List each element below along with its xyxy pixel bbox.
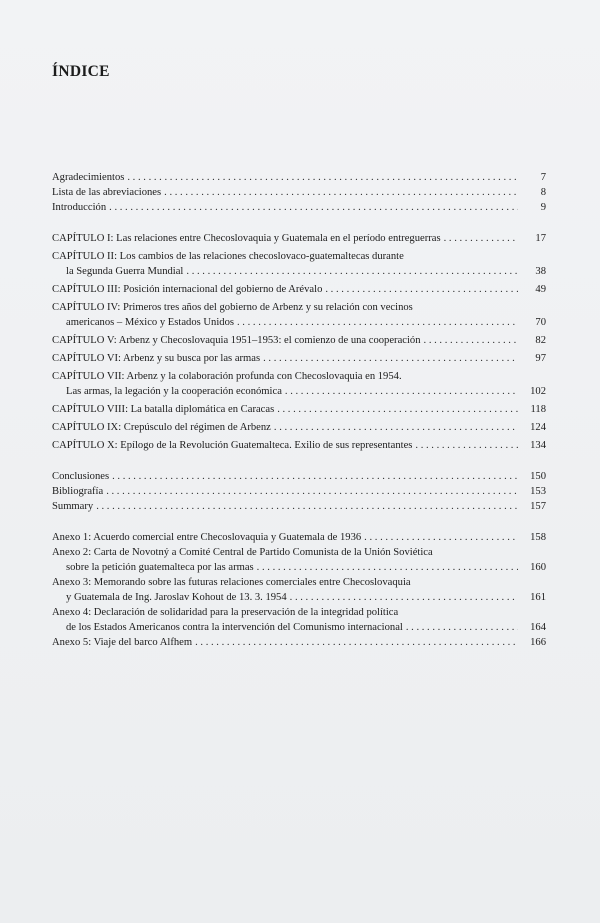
toc-entry[interactable] <box>52 575 546 605</box>
dot-leader <box>195 635 518 650</box>
toc-page-number: 8 <box>540 187 546 198</box>
toc-page-number: 17 <box>535 233 546 244</box>
toc-entry[interactable] <box>52 484 546 499</box>
dot-leader <box>424 333 518 348</box>
toc-entry[interactable] <box>52 545 546 575</box>
dot-leader <box>257 560 518 575</box>
toc-entry-label: Anexo 4: Declaración de solidaridad para la preservación de la integridad política <box>52 607 399 618</box>
dot-leader <box>415 438 518 453</box>
toc-page-number: 38 <box>535 266 546 277</box>
toc-entry-label: CAPÍTULO IX: Crepúsculo del régimen de Arbenz <box>52 422 271 433</box>
toc-entry[interactable] <box>52 635 546 650</box>
dot-leader <box>186 264 518 279</box>
table-of-contents <box>52 170 546 666</box>
dot-leader <box>96 499 518 514</box>
toc-entry-label: Summary <box>52 501 94 512</box>
dot-leader <box>406 620 518 635</box>
toc-entry-label: y Guatemala de Ing. Jaroslav Kohout de 13. 3. 1954 <box>66 592 287 603</box>
toc-entry-label: CAPÍTULO VIII: La batalla diplomática en Caracas <box>52 404 275 415</box>
toc-group <box>52 469 546 514</box>
toc-entry[interactable] <box>52 231 546 246</box>
toc-entry[interactable] <box>52 200 546 215</box>
toc-entry[interactable] <box>52 438 546 453</box>
toc-page-number: 161 <box>530 592 546 603</box>
toc-entry[interactable] <box>52 333 546 348</box>
toc-entry-label: americanos – México y Estados Unidos <box>66 317 234 328</box>
toc-entry-label: CAPÍTULO IV: Primeros tres años del gobierno de Arbenz y su relación con vecinos <box>52 302 413 313</box>
toc-entry-label: Introducción <box>52 202 107 213</box>
toc-entry-label: Anexo 2: Carta de Novotný a Comité Central de Partido Comunista de la Unión Soviética <box>52 547 433 558</box>
toc-entry[interactable] <box>52 300 546 330</box>
toc-page-number: 134 <box>530 440 546 451</box>
toc-entry-label: Bibliografía <box>52 486 104 497</box>
dot-leader <box>112 469 518 484</box>
toc-page-number: 153 <box>530 486 546 497</box>
toc-entry-label: CAPÍTULO I: Las relaciones entre Checoslovaquia y Guatemala en el período entreguerras <box>52 233 441 244</box>
toc-entry-label: Las armas, la legación y la cooperación económica <box>66 386 282 397</box>
toc-entry[interactable] <box>52 469 546 484</box>
toc-entry-label: CAPÍTULO III: Posición internacional del gobierno de Arévalo <box>52 284 323 295</box>
toc-entry[interactable] <box>52 170 546 185</box>
dot-leader <box>109 200 518 215</box>
toc-page-number: 124 <box>530 422 546 433</box>
toc-entry[interactable] <box>52 530 546 545</box>
toc-entry-label: Anexo 5: Viaje del barco Alfhem <box>52 637 193 648</box>
toc-entry-label: Conclusiones <box>52 471 110 482</box>
page-title: ÍNDICE <box>52 63 110 80</box>
dot-leader <box>237 315 518 330</box>
toc-entry-label: Anexo 1: Acuerdo comercial entre Checoslovaquia y Guatemala de 1936 <box>52 532 362 543</box>
toc-entry[interactable] <box>52 351 546 366</box>
dot-leader <box>127 170 518 185</box>
toc-entry[interactable] <box>52 402 546 417</box>
toc-entry-label: CAPÍTULO V: Arbenz y Checoslovaquia 1951–1953: el comienzo de una cooperación <box>52 335 421 346</box>
dot-leader <box>325 282 518 297</box>
dot-leader <box>263 351 518 366</box>
dot-leader <box>364 530 518 545</box>
toc-group <box>52 170 546 215</box>
toc-group <box>52 231 546 453</box>
toc-entry-label: Anexo 3: Memorando sobre las futuras relaciones comerciales entre Checoslovaquia <box>52 577 411 588</box>
toc-entry[interactable] <box>52 369 546 399</box>
toc-page-number: 7 <box>540 172 546 183</box>
toc-page-number: 158 <box>530 532 546 543</box>
toc-page-number: 102 <box>530 386 546 397</box>
toc-entry[interactable] <box>52 282 546 297</box>
dot-leader <box>444 231 518 246</box>
dot-leader <box>285 384 518 399</box>
toc-entry-label: CAPÍTULO VII: Arbenz y la colaboración profunda con Checoslovaquia en 1954. <box>52 371 402 382</box>
toc-entry-label: sobre la petición guatemalteca por las armas <box>66 562 254 573</box>
dot-leader <box>274 420 518 435</box>
toc-page-number: 157 <box>530 501 546 512</box>
toc-entry[interactable] <box>52 185 546 200</box>
toc-entry-label: CAPÍTULO X: Epílogo de la Revolución Guatemalteca. Exilio de sus representantes <box>52 440 413 451</box>
toc-entry-label: la Segunda Guerra Mundial <box>66 266 184 277</box>
toc-entry[interactable] <box>52 420 546 435</box>
toc-entry[interactable] <box>52 499 546 514</box>
toc-entry-label: de los Estados Americanos contra la intervención del Comunismo internacional <box>66 622 403 633</box>
dot-leader <box>277 402 518 417</box>
toc-page-number: 166 <box>530 637 546 648</box>
toc-entry[interactable] <box>52 605 546 635</box>
toc-page-number: 49 <box>535 284 546 295</box>
toc-entry-label: CAPÍTULO II: Los cambios de las relaciones checoslovaco-guatemaltecas durante <box>52 251 404 262</box>
toc-entry-label: CAPÍTULO VI: Arbenz y su busca por las armas <box>52 353 261 364</box>
toc-entry[interactable] <box>52 249 546 279</box>
toc-page-number: 150 <box>530 471 546 482</box>
toc-page-number: 82 <box>535 335 546 346</box>
dot-leader <box>164 185 518 200</box>
toc-page-number: 160 <box>530 562 546 573</box>
toc-entry-label: Lista de las abreviaciones <box>52 187 162 198</box>
dot-leader <box>106 484 518 499</box>
dot-leader <box>290 590 518 605</box>
toc-page-number: 70 <box>535 317 546 328</box>
toc-entry-label: Agradecimientos <box>52 172 125 183</box>
toc-page-number: 9 <box>540 202 546 213</box>
toc-page-number: 118 <box>530 404 546 415</box>
toc-page-number: 97 <box>535 353 546 364</box>
toc-group <box>52 530 546 650</box>
toc-page-number: 164 <box>530 622 546 633</box>
